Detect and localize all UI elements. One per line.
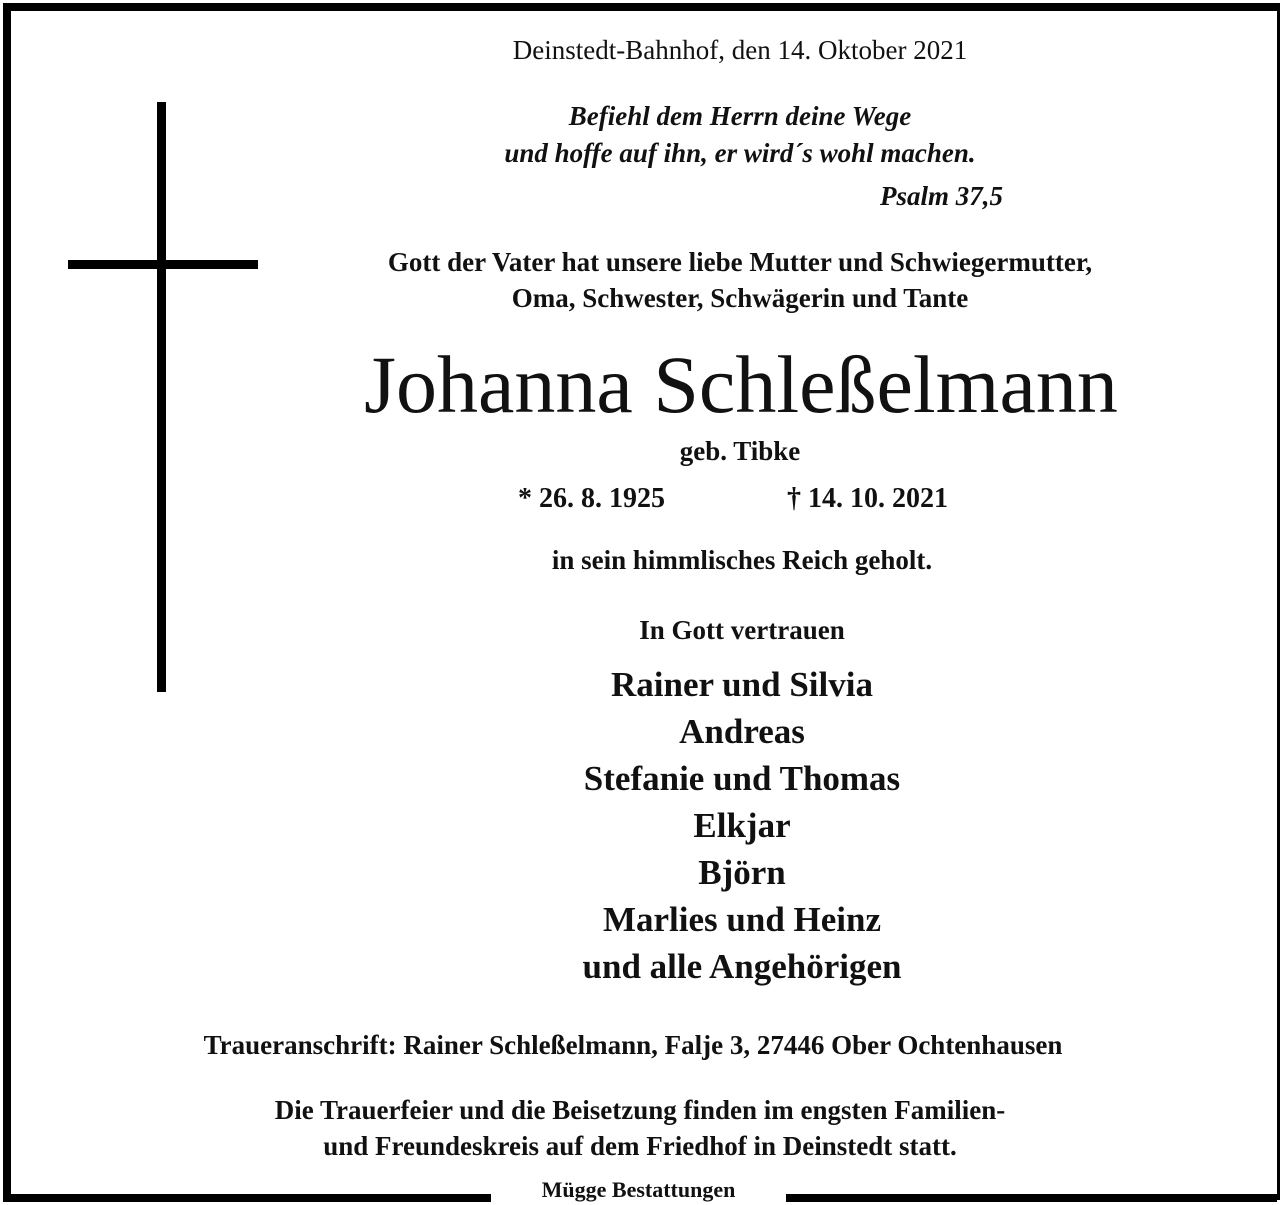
- intro-line-1: Gott der Vater hat unsere liebe Mutter und Schwiegermutter,: [387, 247, 1093, 277]
- bible-verse: [300, 98, 1180, 172]
- ceremony-line-1: Die Trauerfeier und die Beisetzung finden im engsten Familien-: [274, 1095, 1006, 1125]
- ceremony-line-2: und Freundeskreis auf dem Friedhof in Deinstedt statt.: [323, 1131, 957, 1161]
- verse-reference: Psalm 37,5: [880, 181, 1004, 211]
- mourner-entry: Elkjar: [693, 806, 791, 845]
- deceased-name: Johanna Schleßelmann: [364, 339, 1118, 430]
- birth-date: * 26. 8. 1925: [518, 483, 665, 514]
- notice-border: [3, 3, 1280, 1200]
- mourner-entry: und alle Angehörigen: [582, 947, 902, 986]
- bottom-border-left: [3, 1194, 491, 1202]
- mourning-address: Traueranschrift: Rainer Schleßelmann, Falje 3, 27446 Ober Ochtenhausen: [203, 1030, 1063, 1060]
- intro-line-2: Oma, Schwester, Schwägerin und Tante: [511, 283, 969, 313]
- verse-line-1: Befiehl dem Herrn deine Wege: [568, 101, 912, 131]
- intro-text: [300, 244, 1180, 316]
- mourner-entry: Stefanie und Thomas: [583, 759, 901, 798]
- mourner-entry: Andreas: [679, 712, 805, 751]
- undertaker-credit: Mügge Bestattungen: [541, 1177, 736, 1202]
- mourners-list: [300, 661, 1184, 990]
- mourner-entry: Björn: [698, 853, 786, 892]
- cross-horizontal-bar: [68, 260, 258, 269]
- trust-line: In Gott vertrauen: [639, 615, 845, 645]
- maiden-name: geb. Tibke: [679, 436, 801, 466]
- bottom-border-right: [786, 1194, 1277, 1202]
- place-date-line: Deinstedt-Bahnhof, den 14. Oktober 2021: [512, 35, 968, 65]
- death-date: † 14. 10. 2021: [787, 483, 948, 514]
- mourner-entry: Marlies und Heinz: [602, 900, 882, 939]
- cross-vertical-bar: [157, 102, 166, 692]
- closing-line: in sein himmlisches Reich geholt.: [551, 545, 933, 575]
- verse-line-2: und hoffe auf ihn, er wird´s wohl machen.: [504, 138, 976, 168]
- ceremony-info: [0, 1092, 1280, 1164]
- mourner-entry: Rainer und Silvia: [611, 665, 873, 704]
